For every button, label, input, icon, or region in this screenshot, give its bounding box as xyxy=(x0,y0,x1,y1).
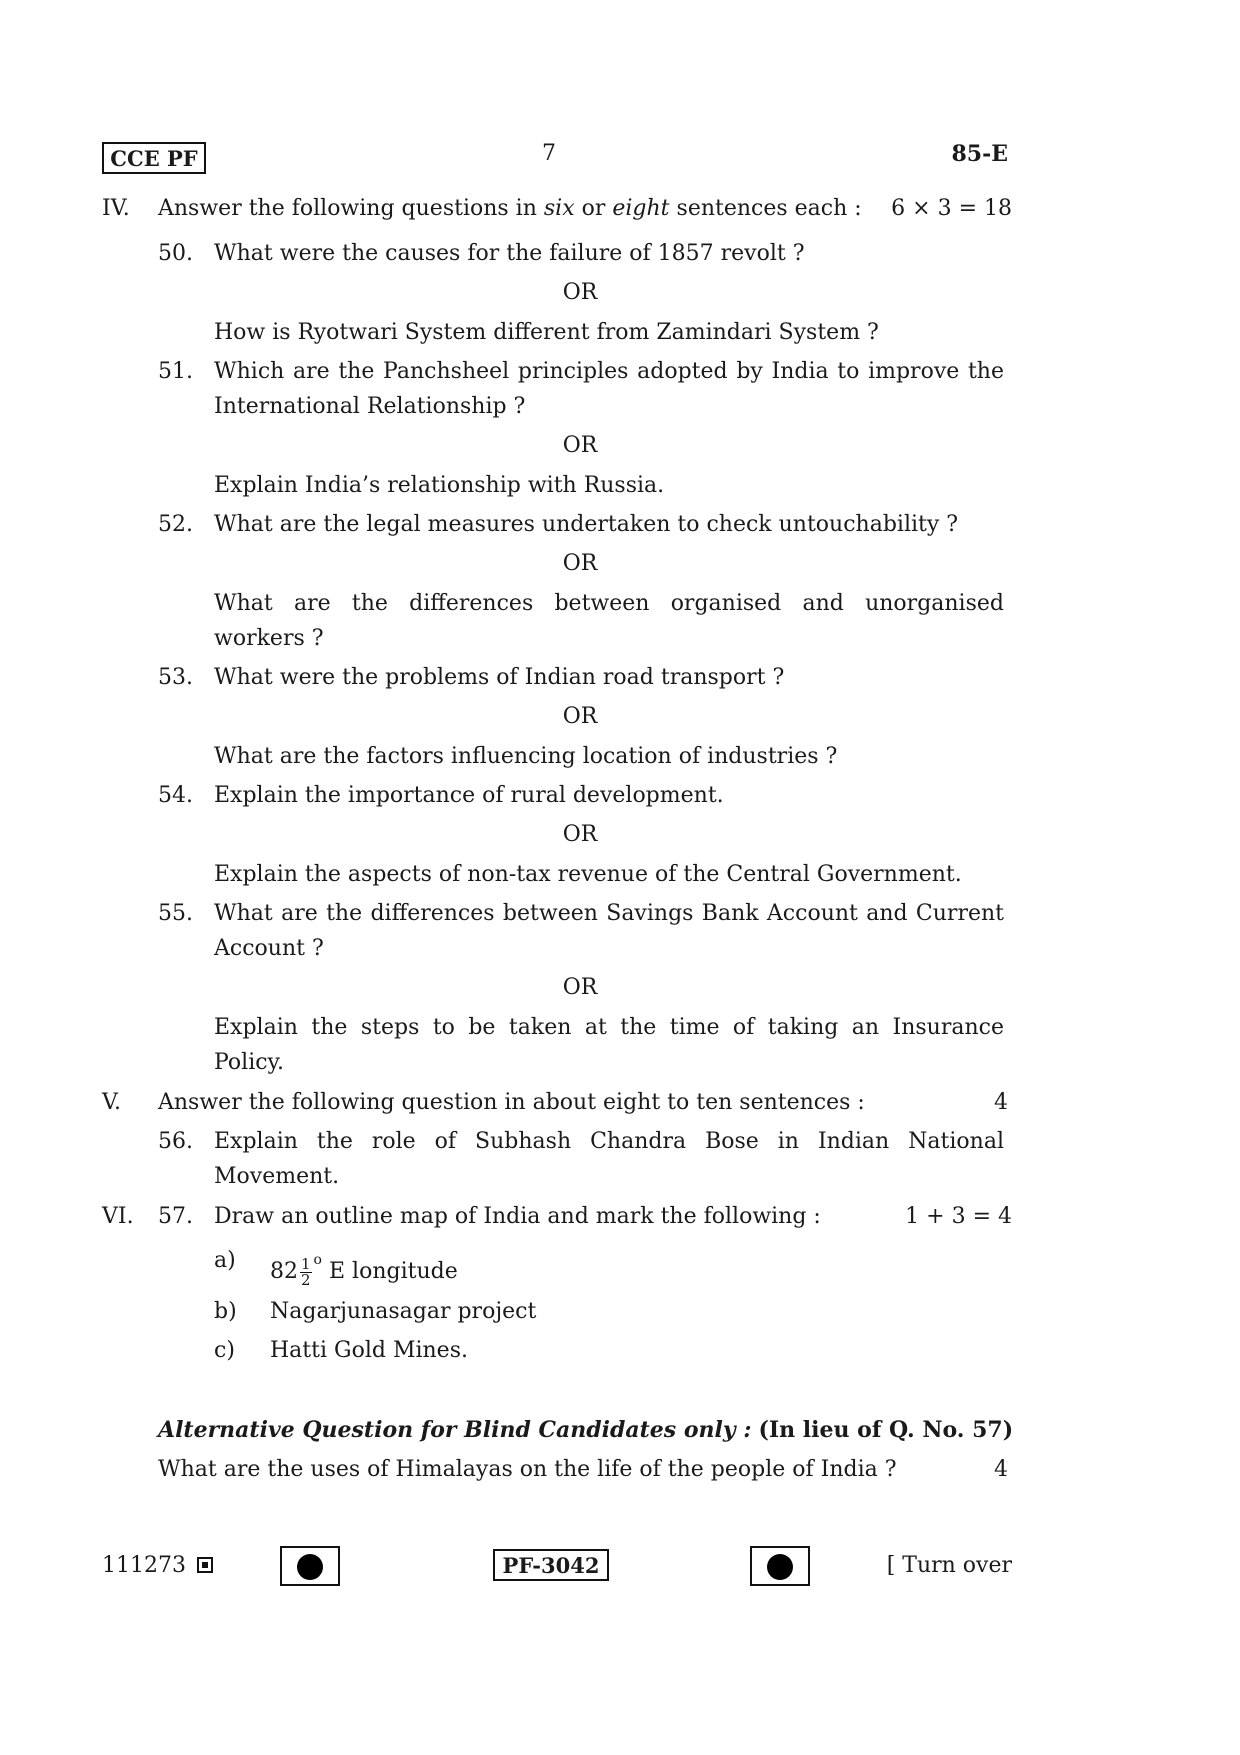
alternative-marks: 4 xyxy=(994,1457,1008,1482)
section-vi-numeral: VI. xyxy=(102,1204,134,1229)
q57-text: Draw an outline map of India and mark the following : xyxy=(214,1204,821,1229)
q55-number: 55. xyxy=(158,901,193,926)
q55-alt-line1: Explain the steps to be taken at the time of taking an Insurance xyxy=(214,1015,1004,1040)
instr-eight: eight xyxy=(612,196,670,221)
q57-number: 57. xyxy=(158,1204,193,1229)
or-label: OR xyxy=(562,433,598,458)
q57-marks: 1 + 3 = 4 xyxy=(905,1204,1012,1229)
q50-alt: How is Ryotwari System different from Zamindari System ? xyxy=(214,320,879,345)
item-b-text: Nagarjunasagar project xyxy=(270,1299,537,1324)
section-iv-marks: 6 × 3 = 18 xyxy=(891,196,1012,221)
section-v-numeral: V. xyxy=(102,1090,122,1115)
q50-number: 50. xyxy=(158,241,193,266)
fraction-denominator: 2 xyxy=(301,1270,311,1289)
degree-sign: o xyxy=(313,1252,322,1268)
longitude-text: E longitude xyxy=(328,1259,458,1284)
section-v-instruction: Answer the following question in about eight to ten sentences : xyxy=(158,1090,865,1115)
q51-text-line1: Which are the Panchsheel principles adopted by India to improve the xyxy=(214,359,1004,384)
q56-text-line2: Movement. xyxy=(214,1164,340,1189)
item-c-text: Hatti Gold Mines. xyxy=(270,1338,468,1363)
filled-circle-icon xyxy=(750,1546,810,1586)
or-label: OR xyxy=(562,704,598,729)
q52-text: What are the legal measures undertaken to check untouchability ? xyxy=(214,512,959,537)
q54-alt: Explain the aspects of non-tax revenue of the Central Government. xyxy=(214,862,962,887)
q53-number: 53. xyxy=(158,665,193,690)
fraction xyxy=(300,1254,312,1289)
alternative-question: What are the uses of Himalayas on the life of the people of India ? xyxy=(158,1457,897,1482)
q55-text-line1: What are the differences between Savings Bank Account and Current xyxy=(214,901,1004,926)
longitude-whole: 82 xyxy=(270,1259,298,1284)
or-label: OR xyxy=(562,280,598,305)
booklet-code-box xyxy=(493,1549,609,1581)
q52-number: 52. xyxy=(158,512,193,537)
dot-square-icon xyxy=(197,1557,213,1573)
instr-or: or xyxy=(574,196,613,221)
item-a-label: a) xyxy=(214,1248,236,1273)
instr-six: six xyxy=(543,196,575,221)
alt-heading-main: Alternative Question for Blind Candidates only : xyxy=(158,1417,752,1443)
q55-text-line2: Account ? xyxy=(214,936,324,961)
q56-number: 56. xyxy=(158,1129,193,1154)
fraction-numerator: 1 xyxy=(301,1254,311,1273)
q51-alt: Explain India’s relationship with Russia. xyxy=(214,473,665,498)
instr-after: sentences each : xyxy=(669,196,862,221)
or-label: OR xyxy=(562,975,598,1000)
q52-alt-line2: workers ? xyxy=(214,626,324,651)
q51-text-line2: International Relationship ? xyxy=(214,394,526,419)
q54-text: Explain the importance of rural development. xyxy=(214,783,724,808)
q54-number: 54. xyxy=(158,783,193,808)
section-iv-instruction xyxy=(158,195,862,223)
filled-circle-icon xyxy=(280,1546,340,1586)
page-number: 7 xyxy=(542,141,556,166)
q51-number: 51. xyxy=(158,359,193,384)
item-c-label: c) xyxy=(214,1338,235,1363)
or-label: OR xyxy=(562,822,598,847)
serial-number: 111273 xyxy=(102,1553,186,1578)
item-b-label: b) xyxy=(214,1299,237,1324)
section-v-marks: 4 xyxy=(994,1090,1008,1115)
alternative-heading xyxy=(158,1416,1013,1445)
q52-alt-line1: What are the differences between organised and unorganised xyxy=(214,591,1004,616)
q55-alt-line2: Policy. xyxy=(214,1050,285,1075)
q53-alt: What are the factors influencing location of industries ? xyxy=(214,744,838,769)
section-iv-numeral: IV. xyxy=(102,196,130,221)
series-code: CCE PF xyxy=(110,146,198,171)
q53-text: What were the problems of Indian road transport ? xyxy=(214,665,785,690)
item-a-text xyxy=(270,1240,458,1292)
booklet-code: PF-3042 xyxy=(502,1553,600,1578)
q50-text: What were the causes for the failure of 1857 revolt ? xyxy=(214,241,805,266)
series-code-box xyxy=(102,142,206,174)
instr-before: Answer the following questions in xyxy=(158,196,544,221)
turn-over-label: [ Turn over xyxy=(886,1553,1012,1578)
alt-heading-note: (In lieu of Q. No. 57) xyxy=(758,1417,1014,1443)
or-label: OR xyxy=(562,551,598,576)
q56-text-line1: Explain the role of Subhash Chandra Bose in Indian National xyxy=(214,1129,1004,1154)
paper-code: 85-E xyxy=(951,141,1008,167)
